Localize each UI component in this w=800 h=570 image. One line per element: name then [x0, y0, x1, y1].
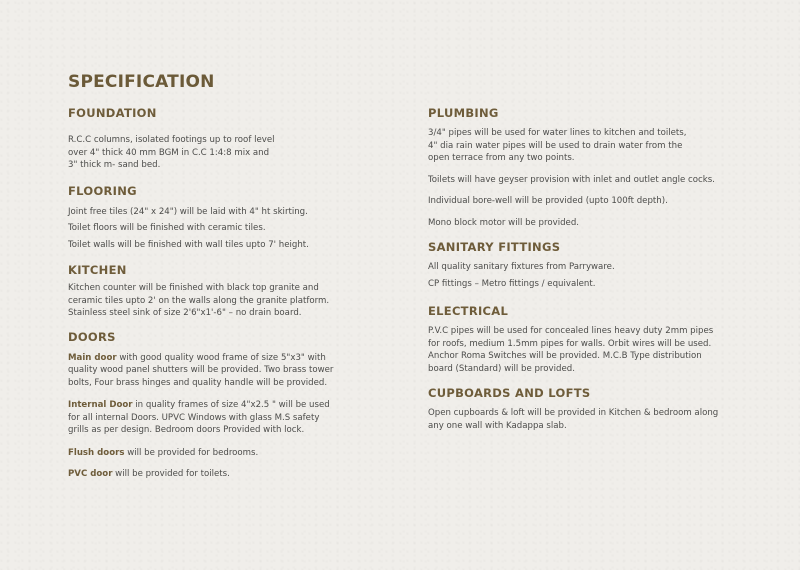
flooring-item: Toilet floors will be finished with ceramic tiles. — [68, 223, 266, 233]
foundation-heading: FOUNDATION — [68, 106, 157, 120]
electrical-line: board (Standard) will be provided. — [428, 363, 575, 374]
pvc-door-text: PVC door will be provided for toilets. — [68, 469, 230, 479]
main-door-line: bolts, Four brass hinges and quality handle will be provided. — [68, 377, 328, 388]
internal-door-line: grills as per design. Bedroom doors Provided with lock. — [68, 425, 305, 435]
right-column — [428, 106, 768, 432]
sanitary-item: CP fittings – Metro fittings / equivalent. — [428, 278, 596, 289]
plumbing-section — [428, 106, 768, 229]
foundation-line: over 4" thick 40 mm BGM in C.C 1:4:8 mix and — [68, 147, 270, 158]
plumbing-heading: PLUMBING — [428, 106, 499, 120]
kitchen-section — [68, 263, 398, 320]
kitchen-line: Kitchen counter will be finished with black top granite and — [68, 283, 319, 293]
flooring-item: Toilet walls will be finished with wall tiles upto 7' height. — [68, 239, 309, 250]
doors-heading: DOORS — [68, 329, 116, 344]
sanitary-item: All quality sanitary fixtures from Parryware. — [428, 262, 615, 272]
doors-section — [68, 330, 398, 481]
left-column — [68, 106, 398, 481]
electrical-section — [428, 304, 768, 375]
electrical-heading: ELECTRICAL — [428, 304, 509, 318]
internal-door-label: Internal Door — [68, 400, 133, 410]
kitchen-heading: KITCHEN — [68, 263, 127, 277]
plumbing-line: 3/4" pipes will be used for water lines to kitchen and toilets, — [428, 128, 687, 138]
foundation-line: 3" thick m- sand bed. — [68, 160, 161, 170]
sanitary-heading: SANITARY FITTINGS — [428, 240, 561, 254]
electrical-line: for roofs, medium 1.5mm pipes for walls. Orbit wires will be used. — [428, 338, 712, 349]
cupboards-heading: CUPBOARDS AND LOFTS — [428, 386, 591, 400]
main-door-label: Main door — [68, 352, 117, 363]
plumbing-item: Mono block motor will be provided. — [428, 217, 580, 228]
internal-door-line: for all internal Doors. UPVC Windows with glass M.S safety — [68, 412, 320, 423]
kitchen-line: Stainless steel sink of size 2'6"x1'-6" – no drain board. — [68, 308, 302, 318]
flush-doors-text: Flush doors will be provided for bedrooms. — [68, 447, 259, 458]
plumbing-line: open terrace from any two points. — [428, 153, 575, 163]
main-door-text: Main door with good quality wood frame of size 5"x3" with — [68, 352, 326, 363]
flooring-item: Joint free tiles (24" x 24") will be laid with 4" ht skirting. — [68, 206, 308, 217]
flooring-heading: FLOORING — [68, 183, 137, 198]
cupboards-line: any one wall with Kadappa slab. — [428, 420, 567, 431]
foundation-section — [68, 106, 398, 172]
plumbing-line: 4" dia rain water pipes will be used to drain water from the — [428, 140, 683, 151]
foundation-line: R.C.C columns, isolated footings up to roof level — [68, 135, 275, 145]
page-title: SPECIFICATION — [68, 72, 215, 92]
sanitary-section — [428, 240, 768, 290]
cupboards-line: Open cupboards & loft will be provided in Kitchen & bedroom along — [428, 408, 719, 418]
flooring-section — [68, 184, 398, 252]
pvc-door-label: PVC door — [68, 469, 113, 479]
internal-door-text: Internal Door in quality frames of size 4"x2.5 " will be used — [68, 400, 330, 410]
cupboards-section — [428, 386, 768, 432]
main-door-line: quality wood panel shutters will be provided. Two brass tower — [68, 365, 334, 375]
plumbing-item: Toilets will have geyser provision with inlet and outlet angle cocks. — [428, 174, 715, 185]
electrical-line: Anchor Roma Switches will be provided. M.C.B Type distribution — [428, 351, 702, 361]
electrical-line: P.V.C pipes will be used for concealed lines heavy duty 2mm pipes — [428, 326, 714, 336]
plumbing-item: Individual bore-well will be provided (upto 100ft depth). — [428, 196, 668, 206]
flush-doors-label: Flush doors — [68, 447, 125, 458]
kitchen-line: ceramic tiles upto 2' on the walls along the granite platform. — [68, 295, 330, 306]
